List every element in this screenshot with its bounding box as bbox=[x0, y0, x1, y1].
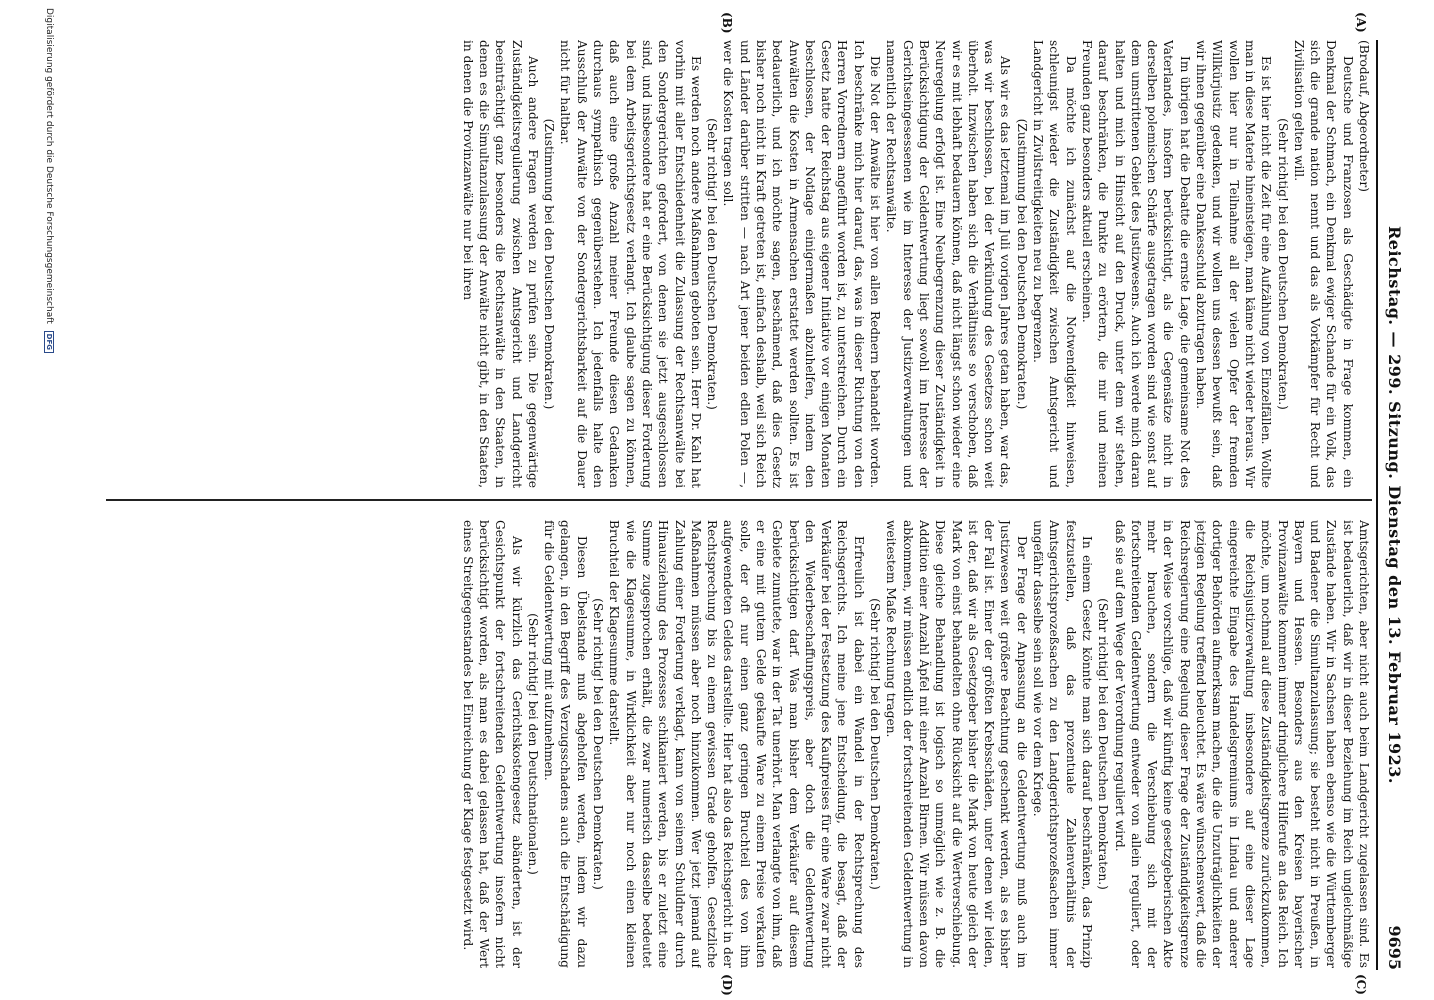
interjection: (Sehr richtig! bei den Deutschen Demokraten.) bbox=[591, 598, 606, 890]
column-divider bbox=[106, 499, 1372, 501]
header-rule bbox=[1376, 40, 1378, 970]
margin-marker-b: (B) bbox=[720, 12, 734, 34]
paragraph: Deutsche und Franzosen als Geschädigte in Frage kommen, ein Denkmal der Schmach, ein Denkmal ewiger Schande für ein Volk, das sich die grande nation nennt und das als Vorkämpfer für Recht und Zivilisation gelten will. bbox=[1291, 40, 1355, 488]
paragraph: Im übrigen hat die Debatte die ernste Lage, die gemeinsame Not des Vaterlandes, insofern berücksichtigt, als die Gegensätze nicht in derselben polemischen Schärfe ausgetragen worden sind wie sonst auf dem umstrittenen Gebiet des Justizwesens. Auch ich werde mich daran halten und mich in Hinsicht auf den Druck, unter dem wir stehen, darauf beschränken, die Punkte zu erörtern, die mir und meinen Freunden ganz besonders aktuell erscheinen. bbox=[1079, 40, 1192, 488]
margin-marker-a: (A) bbox=[1354, 12, 1368, 33]
paragraph: In einem Gesetz könnte man sich darauf beschränken, das Prinzip festzustellen, daß das prozentuale Zahlenverhältnis der Amtsgerichtsprozeßsachen zu den Landgerichtsprozeßsachen immer ungefähr dasselbe sein soll wie vor dem Kriege. bbox=[1031, 520, 1094, 968]
digitization-credit bbox=[44, 8, 54, 353]
page-title: Reichstag. — 299. Sitzung. Dienstag den 13. Februar 1923. bbox=[1385, 226, 1404, 784]
interjection: (Zustimmung bei den Deutschen Demokraten.) bbox=[1014, 118, 1029, 410]
paragraph: Diesen Übelstande muß abgeholfen werden, indem wir dazu gelangen, in den Begriff des Verzugsschadens auch die Entschädigung für die Geldentwertung mit aufzunehmen. bbox=[542, 520, 589, 968]
paragraph: Auch andere Fragen werden zu prüfen sein. Die gegenwärtige Zuständigkeitsregulierung zwischen Amtsgericht und Landgericht beeinträchtigt ganz besonders die Rechtsanwälte in den Staaten, in denen es die Simultanzulassung der Anwälte nicht gibt, in den Staaten, in denen die Provinzanwälte nur bei ihren bbox=[460, 40, 540, 488]
paragraph: Als wir es das letztemal im Juli vorigen Jahres getan haben, war das, was wir beschlossen, bei der Verkündung des Gesetzes schon weit überholt. Inzwischen haben sich die Verhältnisse so verschoben, daß wir es mit lebhaft bedauern können, daß nicht längst schon wieder eine Neuregelung erfolgt ist. Eine Neubegrenzung dieser Zuständigkeit in Berücksichtigung der Geldentwertung liegt sowohl im Interesse der Gerichtseingesessenen wie im Interesse der Justizverwaltungen und namentlich der Rechtsanwälte. bbox=[884, 40, 1013, 488]
interjection: (Sehr richtig! bei den Deutschen Demokraten.) bbox=[868, 598, 883, 890]
paragraph: Es werden noch andere Maßnahmen geboten sein. Herr Dr. Kahl hat vorhin mit aller Entschiedenheit die Zulassung der Rechtsanwälte bei den Sondergerichten gefordert, von denen sie jetzt ausgeschlossen sind, und insbesondere hat er eine Berücksichtigung dieser Forderung bei dem Arbeitsgerichtsgesetz verlangt. Ich glaube sagen zu können, daß auch eine große Anzahl meiner Freunde diesen Gedanken durchaus sympathisch gegenüberstehen. Ich jedenfalls halte den Ausschluß der Anwälte von der Sondergerichtsbarkeit auf die Dauer nicht für haltbar. bbox=[558, 40, 703, 488]
interjection: (Sehr richtig! bei den Deutschnationalen.) bbox=[525, 613, 540, 875]
paragraph: Da möchte ich zunächst auf die Notwendigkeit hinweisen, schleunigst wieder die Zuständigkeit zwischen Amtsgericht und Landgericht in Zivilstreitigkeiten neu zu begrenzen. bbox=[1031, 40, 1078, 488]
paragraph: Der Frage der Anpassung an die Geldentwertung muß auch im Justizwesen weit größere Beachtung geschenkt werden, als es bisher der Fall ist. Einer der größten Krebsschäden, unter denen wir leiden, ist der, daß wir als Gesetzgeber bisher die Mark von heute gleich der Mark von einst behandelten ohne Rücksicht auf die Wertverschiebung. Diese gleiche Behandlung ist logisch so unmöglich wie z. B. die Addition einer Anzahl Äpfel mit einer Anzahl Birnen. Wir müssen davon abkommen, wir müssen endlich der fortschreitenden Geldentwertung in weitestem Maße Rechnung tragen. bbox=[884, 520, 1029, 968]
margin-marker-d: (D) bbox=[720, 974, 734, 996]
credit-text: Digitalisierung gefördert durch die Deutsche Forschungsgemeinschaft bbox=[44, 8, 54, 324]
page-header bbox=[1380, 40, 1406, 970]
left-column bbox=[102, 40, 1372, 488]
speaker-line: (Brodauf, Abgeordneter) bbox=[1357, 40, 1371, 192]
paragraph: Amtsgerichten, aber nicht auch beim Landgericht zugelassen sind. Es ist bedauerlich, daß wir in dieser Beziehung im Reich ungleichmäßige Zustände haben. Wir in Sachsen haben ebenso wie die Württemberger und Badener die Simultanzulassung; sie besteht nicht in Preußen, in Bayern und Hessen. Besonders aus den Kreisen bayerischer Provinzanwälte kommen immer dringlichere Hilferufe an das Reich. Ich möchte, um nochmal auf diese Zuständigkeitsgrenze zurückzukommen, die Reichsjustizverwaltung insbesondere auf eine dieser Lage eingereichte Eingabe des Handelsgremiums in Lindau und anderer dortiger Behörden aufmerksam machen, die die Unzuträglichkeiten der jetzigen Regelung treffend beleuchtet. Es wäre wünschenswert, daß die Reichsregierung eine Regelung dieser Frage der Zuständigkeitsgrenze in der Weise vorschlüge, daß wir künftig keine gesetzgeberischen Akte mehr brauchen, sondern die Verschiebung sich mit der fortschreitenden Geldentwertung entweder von allein reguliert, oder daß sie auf dem Wege der Verordnung reguliert wird. bbox=[1112, 520, 1371, 968]
interjection: (Sehr richtig! bei den Deutschen Demokraten.) bbox=[705, 118, 720, 410]
interjection: (Sehr richtig! bei den Deutschen Demokraten.) bbox=[1275, 118, 1290, 410]
interjection: (Sehr richtig! bei den Deutschen Demokraten.) bbox=[1096, 598, 1111, 890]
paragraph: Als wir kürzlich das Gerichtskostengesetz abänderten, ist der Gesichtspunkt der fortschreitenden Geldentwertung insofern nicht berücksichtigt worden, als man es dabei gelassen hat, daß der Wert eines Streitgegenstandes bei Einreichung der Klage festgesetzt wird. bbox=[460, 520, 524, 968]
paragraph: Erfreulich ist dabei ein Wandel in der Rechtsprechung des Reichsgerichts. Ich meine jene Entscheidung, die besagt, daß der Verkäufer bei der Festsetzung des Kaufpreises für eine Ware zwar nicht den Wiederbeschaffungspreis, aber doch die Geldentwertung berücksichtigen darf. Was man bisher dem Verkäufer auf diesem Gebiete zumutete, war in der Tat unerhört. Man verlangte von ihm, daß er eine mit gutem Gelde gekaufte Ware zu einem Preise verkaufen solle, der oft nur einen ganz geringen Bruchteil des von ihm aufgewendeten Geldes darstellte. Hier hat also das Reichsgericht in der Rechtsprechung bis zu einem gewissen Grade geholfen. Gesetzliche Maßnahmen müssen aber noch hinzukommen. Wer jetzt jemand auf Zahlung einer Forderung verklagt, kann von seinem Schuldner durch Hinausziehung des Prozesses schikaniert werden, bis er zuletzt eine Summe zugesprochen erhält, die zwar numerisch dasselbe bedeutet wie die Klagesumme, in Wirklichkeit aber nur noch einen kleinen Bruchteil der Klagesumme darstellt. bbox=[607, 520, 866, 968]
dfg-logo-icon: DFG bbox=[44, 331, 54, 353]
paragraph: Es ist hier nicht die Zeit für eine Aufzählung von Einzelfällen. Wollte man in diese Materie hineinsteigen, man käme nicht wieder heraus. Wir wollen hier nur in Teilnahme all der vielen Opfer der fremden Willkürjustiz gedenken, und wir wollen uns dessen bewußt sein, daß wir ihnen gegenüber eine Dankesschuld abzutragen haben. bbox=[1194, 40, 1274, 488]
page-number: 9695 bbox=[1385, 925, 1404, 970]
right-column bbox=[102, 520, 1372, 968]
margin-marker-c: (C) bbox=[1354, 974, 1368, 995]
interjection: (Zustimmung bei den Deutschen Demokraten.) bbox=[542, 118, 557, 410]
paragraph: Die Not der Anwälte ist hier von allen Rednern behandelt worden. Ich beschränke mich hier darauf, das, was in dieser Richtung von den Herren Vorrednern angeführt worden ist, zu unterstreichen. Durch ein Gesetz hatte der Reichstag aus eigener Initiative vor einigen Monaten beschlossen, der Notlage einigermaßen abzuhelfen, indem den Anwälten die Kosten in Armensachen erstattet werden sollten. Es ist bedauerlich, und ich möchte sagen, beschämend, daß dies Gesetz bisher noch nicht in Kraft getreten ist, einfach deshalb, weil sich Reich und Länder darüber stritten — nach Art jener beiden edlen Polen —, wer die Kosten tragen soll. bbox=[721, 40, 883, 488]
